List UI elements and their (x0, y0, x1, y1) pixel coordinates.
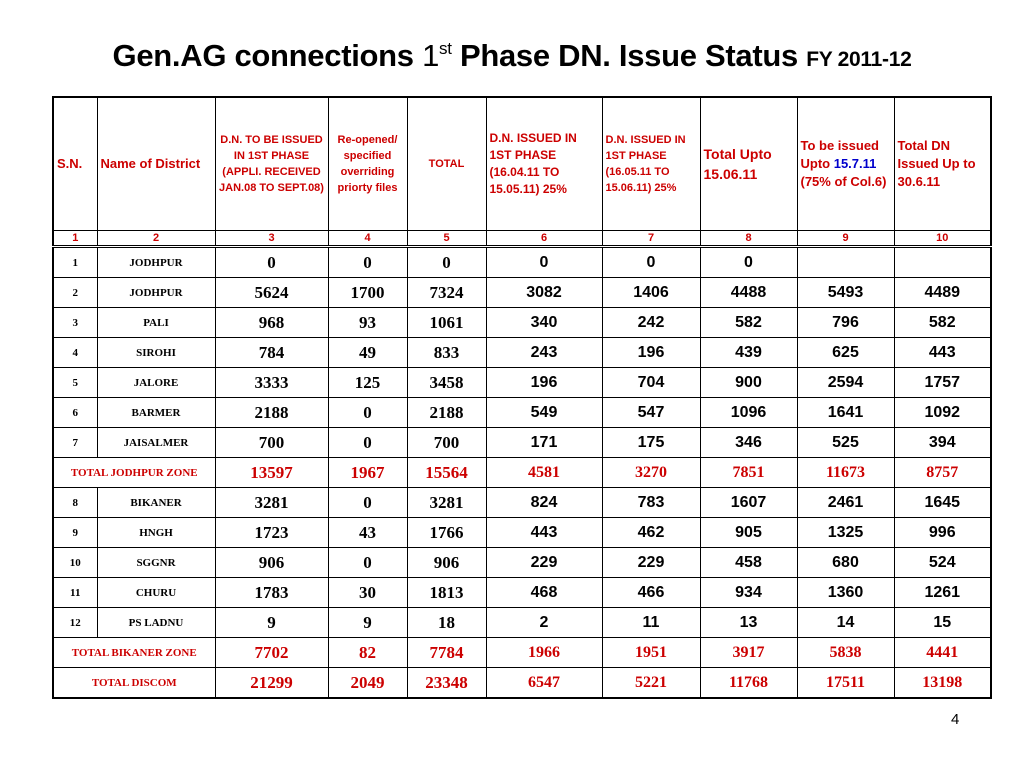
value-cell-c3: 5624 (215, 278, 328, 308)
value-cell-c7: 5221 (602, 668, 700, 699)
value-cell-c8: 11768 (700, 668, 797, 699)
value-cell-c5: 3281 (407, 488, 486, 518)
column-number: 9 (797, 231, 894, 247)
header-total-upto: Total Upto 15.06.11 (700, 97, 797, 231)
table-row (53, 278, 991, 308)
serial-number-cell: 2 (53, 278, 97, 308)
district-cell: PS LADNU (97, 608, 215, 638)
header-row (53, 97, 991, 231)
serial-number-cell: 8 (53, 488, 97, 518)
value-cell-c5: 15564 (407, 458, 486, 488)
dn-issue-status-table (52, 96, 992, 699)
value-cell-c7: 196 (602, 338, 700, 368)
serial-number-cell: 9 (53, 518, 97, 548)
value-cell-c5: 1061 (407, 308, 486, 338)
value-cell-c8: 905 (700, 518, 797, 548)
column-number: 3 (215, 231, 328, 247)
value-cell-c7: 1406 (602, 278, 700, 308)
serial-number-cell: 12 (53, 608, 97, 638)
value-cell-c9: 1325 (797, 518, 894, 548)
district-cell: JALORE (97, 368, 215, 398)
column-number: 10 (894, 231, 991, 247)
value-cell-c9: 625 (797, 338, 894, 368)
value-cell-c3: 9 (215, 608, 328, 638)
value-cell-c8: 439 (700, 338, 797, 368)
value-cell-c8: 1096 (700, 398, 797, 428)
value-cell-c6: 196 (486, 368, 602, 398)
value-cell-c3: 0 (215, 247, 328, 278)
value-cell-c6: 549 (486, 398, 602, 428)
district-cell: SGGNR (97, 548, 215, 578)
value-cell-c4: 2049 (328, 668, 407, 699)
value-cell-c6: 3082 (486, 278, 602, 308)
header-to-be-issued-pre: To be issued Upto (800, 138, 879, 171)
district-cell: JODHPUR (97, 278, 215, 308)
serial-number-cell: 6 (53, 398, 97, 428)
value-cell-c4: 43 (328, 518, 407, 548)
table-row (53, 398, 991, 428)
header-to-be-issued-post: (75% of Col.6) (800, 174, 887, 189)
value-cell-c3: 13597 (215, 458, 328, 488)
header-dn-issued-phase1-b: D.N. ISSUED IN 1ST PHASE (16.05.11 TO 15.06.11) 25% (602, 97, 700, 231)
value-cell-c7: 175 (602, 428, 700, 458)
district-cell: BARMER (97, 398, 215, 428)
value-cell-c8: 0 (700, 247, 797, 278)
value-cell-c10: 8757 (894, 458, 991, 488)
value-cell-c9: 525 (797, 428, 894, 458)
value-cell-c5: 1766 (407, 518, 486, 548)
value-cell-c9: 2594 (797, 368, 894, 398)
value-cell-c7: 229 (602, 548, 700, 578)
value-cell-c9: 1360 (797, 578, 894, 608)
table-row (53, 578, 991, 608)
value-cell-c7: 242 (602, 308, 700, 338)
value-cell-c6: 824 (486, 488, 602, 518)
value-cell-c5: 7324 (407, 278, 486, 308)
value-cell-c10: 4441 (894, 638, 991, 668)
table-row (53, 308, 991, 338)
table-row (53, 548, 991, 578)
value-cell-c3: 2188 (215, 398, 328, 428)
value-cell-c4: 9 (328, 608, 407, 638)
value-cell-c7: 3270 (602, 458, 700, 488)
serial-number-cell: 5 (53, 368, 97, 398)
value-cell-c4: 82 (328, 638, 407, 668)
header-dn-to-be-issued: D.N. TO BE ISSUED IN 1ST PHASE (APPLI. RECEIVED JAN.08 TO SEPT.08) (215, 97, 328, 231)
value-cell-c7: 547 (602, 398, 700, 428)
column-number: 5 (407, 231, 486, 247)
value-cell-c10: 4489 (894, 278, 991, 308)
value-cell-c9 (797, 247, 894, 278)
serial-number-cell: 1 (53, 247, 97, 278)
value-cell-c10: 1645 (894, 488, 991, 518)
value-cell-c10: 15 (894, 608, 991, 638)
value-cell-c10: 582 (894, 308, 991, 338)
value-cell-c8: 4488 (700, 278, 797, 308)
value-cell-c7: 11 (602, 608, 700, 638)
district-cell: HNGH (97, 518, 215, 548)
header-total-dn-issued: Total DN Issued Up to 30.6.11 (894, 97, 991, 231)
title-ordinal: 1 (422, 38, 440, 73)
value-cell-c5: 2188 (407, 398, 486, 428)
value-cell-c4: 125 (328, 368, 407, 398)
value-cell-c6: 6547 (486, 668, 602, 699)
value-cell-c3: 21299 (215, 668, 328, 699)
header-district: Name of District (97, 97, 215, 231)
value-cell-c5: 1813 (407, 578, 486, 608)
value-cell-c4: 0 (328, 247, 407, 278)
title-ordinal-suffix: st (439, 39, 452, 58)
value-cell-c9: 17511 (797, 668, 894, 699)
total-label: TOTAL DISCOM (53, 668, 215, 699)
value-cell-c5: 833 (407, 338, 486, 368)
value-cell-c9: 680 (797, 548, 894, 578)
value-cell-c4: 0 (328, 398, 407, 428)
value-cell-c3: 3333 (215, 368, 328, 398)
value-cell-c6: 171 (486, 428, 602, 458)
value-cell-c3: 1723 (215, 518, 328, 548)
header-to-be-issued-date: 15.7.11 (833, 156, 877, 171)
title-part1: Gen.AG connections (112, 38, 423, 73)
district-cell: SIROHI (97, 338, 215, 368)
value-cell-c4: 0 (328, 428, 407, 458)
total-label: TOTAL JODHPUR ZONE (53, 458, 215, 488)
table-row (53, 518, 991, 548)
value-cell-c9: 2461 (797, 488, 894, 518)
serial-number-cell: 7 (53, 428, 97, 458)
column-number: 7 (602, 231, 700, 247)
value-cell-c8: 346 (700, 428, 797, 458)
value-cell-c10: 443 (894, 338, 991, 368)
value-cell-c8: 582 (700, 308, 797, 338)
value-cell-c10: 13198 (894, 668, 991, 699)
value-cell-c5: 18 (407, 608, 486, 638)
value-cell-c3: 784 (215, 338, 328, 368)
value-cell-c3: 968 (215, 308, 328, 338)
title-part2: Phase DN. Issue Status (451, 38, 807, 73)
value-cell-c6: 2 (486, 608, 602, 638)
header-sn: S.N. (53, 97, 97, 231)
value-cell-c3: 3281 (215, 488, 328, 518)
value-cell-c10: 1092 (894, 398, 991, 428)
value-cell-c7: 0 (602, 247, 700, 278)
value-cell-c6: 4581 (486, 458, 602, 488)
total-row (53, 458, 991, 488)
column-number: 2 (97, 231, 215, 247)
value-cell-c9: 5838 (797, 638, 894, 668)
column-number: 8 (700, 231, 797, 247)
value-cell-c6: 443 (486, 518, 602, 548)
value-cell-c3: 1783 (215, 578, 328, 608)
value-cell-c9: 14 (797, 608, 894, 638)
table-row (53, 608, 991, 638)
value-cell-c8: 3917 (700, 638, 797, 668)
value-cell-c10: 1757 (894, 368, 991, 398)
column-number-row (53, 231, 991, 247)
value-cell-c4: 1967 (328, 458, 407, 488)
total-row (53, 668, 991, 699)
district-cell: JODHPUR (97, 247, 215, 278)
table-row (53, 247, 991, 278)
value-cell-c7: 1951 (602, 638, 700, 668)
column-number: 4 (328, 231, 407, 247)
value-cell-c8: 13 (700, 608, 797, 638)
table-row (53, 338, 991, 368)
value-cell-c9: 796 (797, 308, 894, 338)
title-fiscal-year: FY 2011-12 (806, 48, 912, 71)
value-cell-c10: 524 (894, 548, 991, 578)
value-cell-c10: 996 (894, 518, 991, 548)
value-cell-c7: 704 (602, 368, 700, 398)
value-cell-c9: 5493 (797, 278, 894, 308)
header-reopened-files: Re-opened/ specified overriding priorty files (328, 97, 407, 231)
value-cell-c4: 1700 (328, 278, 407, 308)
value-cell-c4: 30 (328, 578, 407, 608)
column-number: 1 (53, 231, 97, 247)
district-cell: PALI (97, 308, 215, 338)
value-cell-c3: 700 (215, 428, 328, 458)
table-row (53, 368, 991, 398)
value-cell-c8: 900 (700, 368, 797, 398)
header-total: TOTAL (407, 97, 486, 231)
value-cell-c6: 468 (486, 578, 602, 608)
value-cell-c3: 906 (215, 548, 328, 578)
value-cell-c9: 11673 (797, 458, 894, 488)
value-cell-c8: 934 (700, 578, 797, 608)
header-dn-issued-phase1-a: D.N. ISSUED IN 1ST PHASE (16.04.11 TO 15.05.11) 25% (486, 97, 602, 231)
serial-number-cell: 4 (53, 338, 97, 368)
value-cell-c10: 394 (894, 428, 991, 458)
serial-number-cell: 10 (53, 548, 97, 578)
value-cell-c6: 0 (486, 247, 602, 278)
table-body (53, 247, 991, 699)
serial-number-cell: 11 (53, 578, 97, 608)
district-cell: JAISALMER (97, 428, 215, 458)
district-cell: CHURU (97, 578, 215, 608)
value-cell-c3: 7702 (215, 638, 328, 668)
page-title (0, 38, 1024, 74)
district-cell: BIKANER (97, 488, 215, 518)
value-cell-c4: 93 (328, 308, 407, 338)
value-cell-c5: 23348 (407, 668, 486, 699)
value-cell-c5: 906 (407, 548, 486, 578)
table-row (53, 428, 991, 458)
total-label: TOTAL BIKANER ZONE (53, 638, 215, 668)
page-number: 4 (951, 711, 960, 728)
value-cell-c8: 458 (700, 548, 797, 578)
column-number: 6 (486, 231, 602, 247)
value-cell-c4: 0 (328, 488, 407, 518)
value-cell-c10: 1261 (894, 578, 991, 608)
serial-number-cell: 3 (53, 308, 97, 338)
value-cell-c9: 1641 (797, 398, 894, 428)
value-cell-c10 (894, 247, 991, 278)
total-row (53, 638, 991, 668)
value-cell-c6: 229 (486, 548, 602, 578)
value-cell-c5: 7784 (407, 638, 486, 668)
value-cell-c6: 340 (486, 308, 602, 338)
value-cell-c5: 700 (407, 428, 486, 458)
table-row (53, 488, 991, 518)
value-cell-c7: 783 (602, 488, 700, 518)
value-cell-c4: 49 (328, 338, 407, 368)
value-cell-c7: 466 (602, 578, 700, 608)
value-cell-c5: 3458 (407, 368, 486, 398)
value-cell-c6: 243 (486, 338, 602, 368)
header-to-be-issued (797, 97, 894, 231)
value-cell-c5: 0 (407, 247, 486, 278)
value-cell-c4: 0 (328, 548, 407, 578)
value-cell-c8: 1607 (700, 488, 797, 518)
value-cell-c8: 7851 (700, 458, 797, 488)
value-cell-c7: 462 (602, 518, 700, 548)
value-cell-c6: 1966 (486, 638, 602, 668)
